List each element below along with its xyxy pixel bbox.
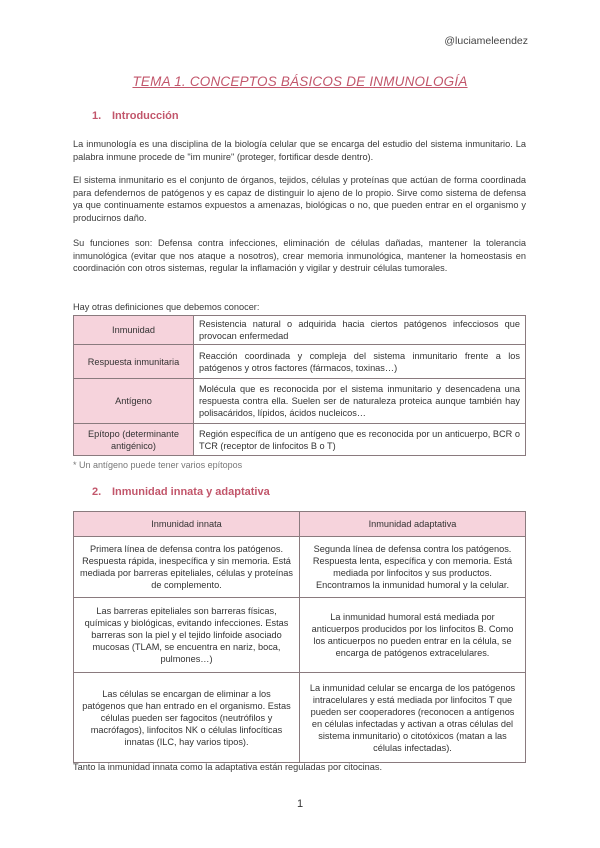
table-cell: Segunda línea de defensa contra los patógenos. Respuesta lenta, específica y con memoria. Está mediada por linfocitos y sus productos. Encontramos la inmunidad humoral y la celular. [300, 537, 526, 598]
definition-term: Respuesta inmunitaria [74, 345, 194, 379]
definitions-table [73, 315, 526, 456]
section-title: Inmunidad innata y adaptativa [112, 486, 270, 498]
footnote: * Un antígeno puede tener varios epítopos [73, 460, 243, 470]
definitions-intro: Hay otras definiciones que debemos conocer: [73, 302, 260, 312]
table-cell: Primera línea de defensa contra los patógenos. Respuesta rápida, inespecífica y sin memoria. Está mediada por barreras epiteliales, células y proteínas de complemento. [74, 537, 300, 598]
table-row [74, 379, 526, 424]
intro-paragraph-3: Su funciones son: Defensa contra infecciones, eliminación de células dañadas, mantener la tolerancia inmunológica (evitar que nos ataque a nosotros), crear memoria inmunológica, mantener la homeostasis en coordinación con otros sistemas, regular la inflamación y vigilar y destruir células tumorales. [73, 238, 526, 274]
page-title: TEMA 1. CONCEPTOS BÁSICOS DE INMUNOLOGÍA [132, 74, 468, 89]
table-row [74, 537, 526, 598]
table-row [74, 673, 526, 763]
definition-desc: Reacción coordinada y compleja del sistema inmunitario frente a los patógenos y otros factores (fármacos, toxinas…) [194, 345, 526, 379]
table-cell: La inmunidad celular se encarga de los patógenos intracelulares y está mediada por linfocitos T que pueden ser cooperadores (reconocen a antígenos en células infectadas y activan a otras células del sistema inmunitario) o citotóxicos (matan a las células infectadas). [300, 673, 526, 763]
section-number: 2. [92, 486, 102, 498]
page-number: 1 [296, 798, 304, 810]
table-row [74, 316, 526, 345]
intro-paragraph-1: La inmunología es una disciplina de la biología celular que se encarga del estudio del sistema inmunitario. La palabra inmune procede de "im munire" (proteger, fortificar desde dentro). [73, 139, 526, 162]
section-title: Introducción [112, 110, 179, 122]
definition-desc: Región específica de un antígeno que es reconocida por un anticuerpo, BCR o TCR (receptor de linfocitos B o T) [194, 424, 526, 456]
comparison-table [73, 511, 526, 763]
table-cell: Las células se encargan de eliminar a los patógenos que han entrado en el organismo. Estas células pueden ser fagocitos (neutrófilos y macrófagos), linfocitos NK o células linfocíticas innatas (ILC, hay varios tipos). [74, 673, 300, 763]
table-cell: Las barreras epiteliales son barreras físicas, químicas y biológicas, evitando infecciones. Estas barreras son la piel y el tejido linfoide asociado mucosas (TLAM, se encuentra en nariz, boca, pulmones…) [74, 598, 300, 673]
definition-term: Epítopo (determinante antigénico) [74, 424, 194, 456]
comparison-footer: Tanto la inmunidad innata como la adaptativa están reguladas por citocinas. [73, 762, 382, 772]
table-row [74, 345, 526, 379]
author-handle: @luciameleendez [444, 35, 528, 47]
table-header-row [74, 512, 526, 537]
intro-paragraph-2: El sistema inmunitario es el conjunto de órganos, tejidos, células y proteínas que actúan de forma coordinada para defendernos de patógenos y es capaz de distinguir lo ajeno de lo propio. Sirve como sistema de defensa ya que continuamente estamos expuestos a amenazas, biológicas o no, que pueden entrar en el organismo y producirnos daño. [73, 175, 526, 223]
section-number: 1. [92, 110, 102, 122]
table-row [74, 424, 526, 456]
column-header: Inmunidad innata [74, 512, 300, 537]
definition-term: Antígeno [74, 379, 194, 424]
definition-desc: Resistencia natural o adquirida hacia ciertos patógenos infecciosos que provocan enfermedad [194, 316, 526, 345]
column-header: Inmunidad adaptativa [300, 512, 526, 537]
table-row [74, 598, 526, 673]
table-cell: La inmunidad humoral está mediada por anticuerpos producidos por los linfocitos B. Como los anticuerpos no pueden entrar en la célula, se encarga de patógenos extracelulares. [300, 598, 526, 673]
definition-term: Inmunidad [74, 316, 194, 345]
definition-desc: Molécula que es reconocida por el sistema inmunitario y desencadena una respuesta contra ella. Suelen ser de naturaleza proteica aunque también hay polisacáridos, lípidos, ácidos nucleicos… [194, 379, 526, 424]
